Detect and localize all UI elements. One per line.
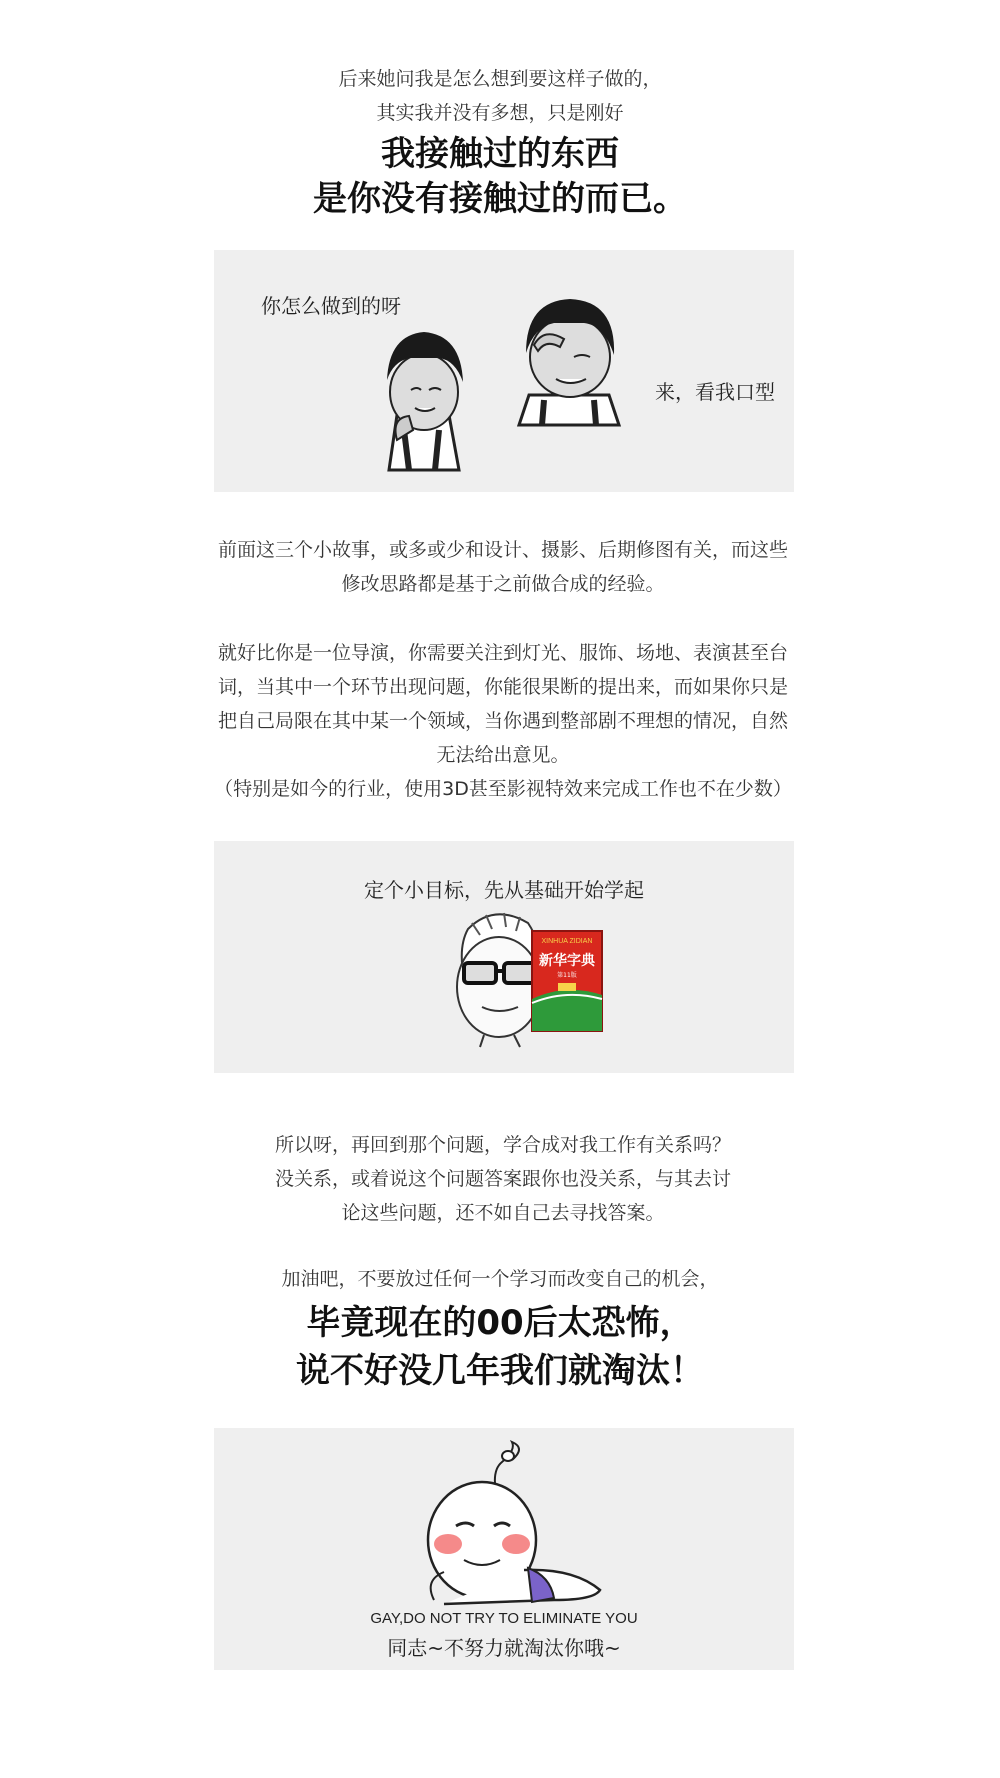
- closing-question-line-2: 没关系，或着说这个问题答案跟你也没关系，与其去讨: [274, 1168, 731, 1190]
- meme-panel-1: [214, 250, 794, 492]
- intro-emphasis-1: 我接触过的东西: [381, 134, 619, 174]
- book-pinyin: XINHUA ZIDIAN: [541, 938, 593, 945]
- story-p2-line-2: 词，当其中一个环节出现问题，你能很果断的提出来，而如果你只是: [217, 676, 788, 698]
- panel3-caption-cn: 同志~不努力就淘汰你哦~: [387, 1636, 621, 1660]
- meme-panel-3: [214, 1428, 794, 1670]
- intro-emphasis-2: 是你没有接触过的而已。: [313, 179, 687, 219]
- bowlcut-kid-icon: [369, 320, 479, 470]
- reclining-meme-guy-icon: [404, 1440, 604, 1610]
- story-p1-line-2: 修改思路都是基于之前做合成的经验。: [341, 573, 665, 595]
- story-p2-note: （特别是如今的行业，使用3D甚至影视特效来完成工作也不在少数）: [214, 778, 792, 800]
- meme-panel-2: [214, 841, 794, 1073]
- panel2-caption: 定个小目标，先从基础开始学起: [364, 878, 644, 902]
- book-edition: 第11版: [557, 972, 577, 979]
- intro-line-1: 后来她问我是怎么想到要这样子做的，: [338, 68, 662, 90]
- closing-question-line-1: 所以呀，再回到那个问题，学合成对我工作有关系吗？: [274, 1134, 731, 1156]
- dictionary-book-icon: [530, 929, 604, 1033]
- panel1-caption-right: 来，看我口型: [655, 380, 775, 404]
- saluting-kid-icon: [504, 295, 634, 425]
- story-p2-line-3: 把自己局限在其中某一个领域，当你遇到整部剧不理想的情况，自然: [217, 710, 788, 732]
- closing-emphasis-2: 说不好没几年我们就淘汰！: [296, 1351, 704, 1391]
- intro-line-2: 其实我并没有多想，只是刚好: [376, 102, 624, 124]
- closing-question-line-3: 论这些问题，还不如自己去寻找答案。: [341, 1202, 665, 1224]
- panel1-caption-left: 你怎么做到的呀: [261, 294, 401, 318]
- closing-emphasis-1: 毕竟现在的00后太恐怖，: [306, 1303, 694, 1343]
- closing-encourage: 加油吧，不要放过任何一个学习而改变自己的机会，: [281, 1268, 719, 1290]
- panel3-caption-en: GAY,DO NOT TRY TO ELIMINATE YOU: [370, 1610, 638, 1627]
- story-p1-line-1: 前面这三个小故事，或多或少和设计、摄影、后期修图有关，而这些: [217, 539, 788, 561]
- book-title: 新华字典: [539, 953, 595, 969]
- story-p2-line-1: 就好比你是一位导演，你需要关注到灯光、服饰、场地、表演甚至台: [217, 642, 788, 664]
- story-p2-line-4: 无法给出意见。: [436, 744, 570, 766]
